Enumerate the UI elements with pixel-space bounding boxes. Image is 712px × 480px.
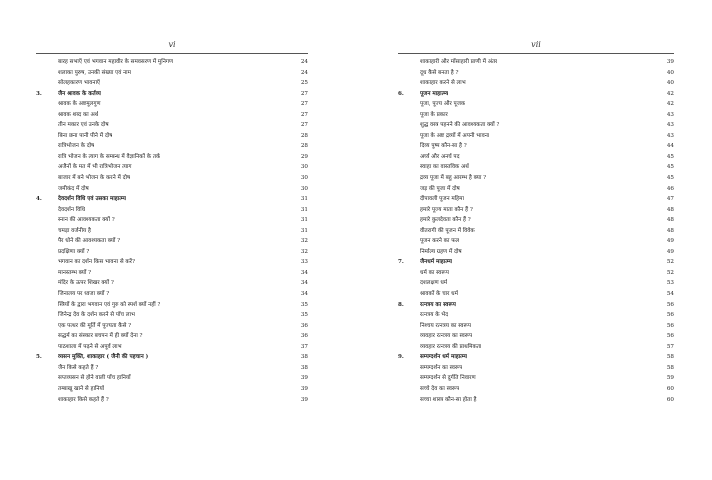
- entry-page-number: 31: [300, 227, 308, 234]
- toc-entry-row: [398, 342, 674, 353]
- toc-entry-row: [36, 99, 308, 110]
- entry-title: अर्घ्य और अनर्घ पद: [420, 153, 460, 160]
- entry-title: बिना छना पानी पीने में दोष: [58, 132, 113, 139]
- entry-title: सच्चा शास्त्र कौन-सा होता है: [420, 396, 477, 403]
- toc-entry-row: [398, 78, 674, 89]
- entry-page-number: 27: [300, 90, 308, 97]
- toc-chapter-row: [36, 352, 308, 363]
- entry-title: पाठशाला में पढ़ने से अपूर्व लाभ: [58, 343, 122, 350]
- entry-title: दशलक्षण धर्म: [420, 280, 448, 287]
- entry-title: व्यसन मुक्ति, शाकाहार ( जैनी की पहचान ): [58, 354, 149, 361]
- entry-page-number: 43: [666, 132, 674, 139]
- entry-title: पूजा के प्रकार: [420, 111, 448, 118]
- toc-entry-row: [36, 363, 308, 374]
- toc-entry-row: [398, 310, 674, 321]
- entry-title: जिनालय पर ध्वजा क्यों ?: [58, 291, 110, 298]
- toc-entry-row: [398, 215, 674, 226]
- entry-title: निश्चय रत्नत्रय का स्वरूप: [420, 322, 472, 329]
- toc-entry-row: [36, 373, 308, 384]
- toc-chapter-row: [398, 89, 674, 100]
- entry-page-number: 34: [300, 291, 308, 298]
- entry-page-number: 32: [300, 248, 308, 255]
- entry-title: जिनेन्द्र देव के दर्शन करने से पाँच लाभ: [58, 312, 135, 319]
- entry-title: शाकाहार किसे कहते हैं ?: [58, 396, 109, 403]
- toc-entry-row: [398, 110, 674, 121]
- entry-page-number: 42: [666, 101, 674, 108]
- entry-title: वीतरागी की पूजन में विवेक: [420, 227, 475, 234]
- entry-page-number: 34: [300, 269, 308, 276]
- toc-entry-row: [398, 57, 674, 68]
- left-page: [36, 0, 308, 480]
- toc-entry-row: [398, 162, 674, 173]
- entry-page-number: 34: [300, 280, 308, 287]
- entry-page-number: 59: [666, 375, 674, 382]
- entry-title: रात्रि भोजन के त्याग के सम्बन्ध में वैज्ञानिकों के तर्क: [58, 153, 161, 160]
- entry-title: शुद्ध वस्त्र पहनने की आवश्यकता क्यों ?: [420, 122, 500, 129]
- toc-entry-row: [36, 205, 308, 216]
- entry-page-number: 40: [666, 69, 674, 76]
- entry-page-number: 58: [666, 354, 674, 361]
- entry-page-number: 49: [666, 248, 674, 255]
- table-of-contents: [36, 57, 308, 405]
- entry-page-number: 53: [666, 280, 674, 287]
- entry-page-number: 24: [300, 59, 308, 65]
- entry-page-number: 27: [300, 111, 308, 118]
- toc-entry-row: [398, 194, 674, 205]
- toc-entry-row: [398, 331, 674, 342]
- chapter-number: 5.: [36, 354, 42, 361]
- toc-entry-row: [398, 120, 674, 131]
- entry-page-number: 30: [300, 164, 308, 171]
- entry-title: जैनधर्म माहात्म्य: [420, 259, 452, 266]
- chapter-number: 9.: [398, 354, 404, 361]
- entry-page-number: 58: [666, 364, 674, 371]
- toc-entry-row: [36, 247, 308, 258]
- entry-title: जड़ की पूजा में दोष: [420, 185, 460, 192]
- toc-entry-row: [36, 331, 308, 342]
- toc-entry-row: [398, 289, 674, 300]
- toc-entry-row: [36, 257, 308, 268]
- entry-title: श्रावक शब्द का अर्थ: [58, 111, 99, 118]
- toc-entry-row: [36, 395, 308, 406]
- entry-title: प्रदक्षिणा क्यों ?: [58, 248, 90, 255]
- toc-entry-row: [36, 152, 308, 163]
- entry-page-number: 40: [666, 80, 674, 87]
- toc-entry-row: [36, 131, 308, 142]
- entry-title: एक पत्थर की मूर्ति में पूज्यता कैसे ?: [58, 322, 132, 329]
- toc-entry-row: [398, 268, 674, 279]
- entry-title: देवदर्शन विधि एवं उसका माहात्म्य: [58, 196, 126, 203]
- chapter-number: 3.: [36, 90, 42, 97]
- entry-title: शलाका पुरुष, उनकी संख्या एवं नाम: [58, 69, 131, 76]
- toc-entry-row: [36, 342, 308, 353]
- toc-chapter-row: [36, 194, 308, 205]
- entry-title: श्रावकों के चार धर्म: [420, 291, 458, 298]
- entry-page-number: 48: [666, 217, 674, 224]
- entry-title: रात्रिभोजन के दोष: [58, 143, 95, 150]
- toc-entry-row: [36, 289, 308, 300]
- entry-page-number: 49: [666, 238, 674, 245]
- entry-page-number: 52: [666, 269, 674, 276]
- entry-title: बाजार में बने भोजन के करने में दोष: [58, 175, 131, 182]
- toc-entry-row: [398, 131, 674, 142]
- header-rule: [36, 53, 308, 54]
- entry-title: सद्धर्म का संस्कार बचपन में ही क्यों देना ?: [58, 333, 143, 340]
- toc-entry-row: [398, 184, 674, 195]
- entry-title: तम्बाखू खाने से हानियाँ: [58, 385, 105, 392]
- toc-entry-row: [398, 141, 674, 152]
- chapter-number: 7.: [398, 259, 404, 266]
- entry-page-number: 28: [300, 132, 308, 139]
- entry-page-number: 60: [666, 396, 674, 403]
- toc-entry-row: [398, 226, 674, 237]
- toc-entry-row: [36, 310, 308, 321]
- toc-chapter-row: [36, 89, 308, 100]
- toc-entry-row: [398, 395, 674, 406]
- entry-title: सम्यग्दर्शन का स्वरूप: [420, 364, 463, 371]
- entry-page-number: 52: [666, 259, 674, 266]
- entry-page-number: 43: [666, 111, 674, 118]
- entry-page-number: 60: [666, 385, 674, 392]
- entry-page-number: 27: [300, 101, 308, 108]
- toc-entry-row: [398, 373, 674, 384]
- entry-page-number: 24: [300, 69, 308, 76]
- entry-page-number: 45: [666, 153, 674, 160]
- toc-entry-row: [398, 384, 674, 395]
- entry-page-number: 28: [300, 143, 308, 150]
- toc-entry-row: [36, 78, 308, 89]
- chapter-number: 6.: [398, 90, 404, 97]
- entry-title: पूजन माहात्म्य: [420, 90, 449, 97]
- entry-title: सोलहकारण भावनाएँ: [58, 80, 100, 87]
- entry-title: मानस्तम्भ क्यों ?: [58, 269, 92, 276]
- entry-page-number: 39: [300, 375, 308, 382]
- entry-title: मंदिर के ऊपर शिखर क्यों ?: [58, 280, 114, 287]
- entry-title: जैन किसे कहते हैं ?: [58, 364, 99, 371]
- entry-title: दीपावली पूजन महिमा: [420, 196, 464, 203]
- entry-page-number: 32: [300, 238, 308, 245]
- table-of-contents: [398, 57, 674, 405]
- entry-page-number: 37: [300, 343, 308, 350]
- entry-page-number: 39: [300, 396, 308, 403]
- toc-entry-row: [398, 247, 674, 258]
- entry-title: हमारे पूज्य माता कौन हैं ?: [420, 206, 473, 213]
- entry-title: सप्तव्यसन से होने वाली पाँच हानियाँ: [58, 375, 131, 382]
- entry-title: निर्माल्य ग्रहण में दोष: [420, 248, 462, 255]
- toc-entry-row: [36, 184, 308, 195]
- entry-title: चमड़ा वर्जनीय है: [58, 227, 91, 234]
- entry-page-number: 45: [666, 175, 674, 182]
- entry-title: पैर धोने की आवश्यकता क्यों ?: [58, 238, 121, 245]
- entry-title: देवदर्शन विधि: [58, 206, 86, 213]
- toc-entry-row: [36, 236, 308, 247]
- entry-title: सच्चे देव का स्वरूप: [420, 385, 460, 392]
- entry-page-number: 29: [300, 153, 308, 160]
- right-page: [398, 0, 674, 480]
- entry-page-number: 48: [666, 227, 674, 234]
- toc-entry-row: [36, 141, 308, 152]
- toc-entry-row: [398, 278, 674, 289]
- toc-entry-row: [398, 236, 674, 247]
- toc-entry-row: [36, 215, 308, 226]
- toc-entry-row: [36, 110, 308, 121]
- entry-page-number: 54: [666, 291, 674, 298]
- entry-page-number: 31: [300, 206, 308, 213]
- toc-entry-row: [398, 68, 674, 79]
- entry-title: सम्यग्दर्शन धर्म माहात्म्य: [420, 354, 467, 361]
- entry-page-number: 42: [666, 90, 674, 97]
- entry-page-number: 39: [666, 59, 674, 65]
- entry-title: स्त्रियों के द्वारा भगवान एवं गुरु को स्पर्श क्यों नहीं ?: [58, 301, 161, 308]
- entry-title: धर्म का स्वरूप: [420, 269, 449, 276]
- entry-page-number: 25: [300, 80, 308, 87]
- toc-entry-row: [398, 99, 674, 110]
- header-rule: [398, 53, 674, 54]
- toc-entry-row: [398, 363, 674, 374]
- toc-entry-row: [36, 278, 308, 289]
- entry-title: शाकाहारी और माँसाहारी प्राणी में अंतर: [420, 59, 498, 65]
- entry-title: व्यवहार रत्नत्रय की प्राथमिकता: [420, 343, 482, 350]
- entry-page-number: 43: [666, 122, 674, 129]
- entry-page-number: 36: [300, 322, 308, 329]
- entry-title: स्नान की आवश्यकता क्यों ?: [58, 217, 115, 224]
- entry-page-number: 35: [300, 301, 308, 308]
- entry-title: पूजा, पूज्य और पूजक: [420, 101, 466, 108]
- entry-title: जमीकंद में दोष: [58, 185, 89, 192]
- entry-page-number: 56: [666, 322, 674, 329]
- toc-entry-row: [36, 173, 308, 184]
- page-number-header: vi: [168, 40, 176, 49]
- chapter-number: 8.: [398, 301, 404, 308]
- entry-title: पूजन करने का फल: [420, 238, 460, 245]
- entry-title: शाकाहार करने से लाभ: [420, 80, 466, 87]
- entry-page-number: 30: [300, 175, 308, 182]
- entry-page-number: 36: [300, 333, 308, 340]
- toc-entry-row: [36, 268, 308, 279]
- entry-page-number: 48: [666, 206, 674, 213]
- entry-page-number: 31: [300, 196, 308, 203]
- entry-title: दिव्य पुष्प कौन-सा है ?: [420, 143, 467, 150]
- toc-entry-row: [36, 300, 308, 311]
- entry-page-number: 31: [300, 217, 308, 224]
- entry-title: सम्यग्दर्शन से दुर्गति निवारण: [420, 375, 476, 382]
- entry-title: बारह सभाएँ एवं भगवान महावीर के समवसरण में मुनिगण: [58, 59, 174, 65]
- entry-page-number: 57: [666, 343, 674, 350]
- entry-title: अजैनों के मत में भी रात्रिभोजन त्याग: [58, 164, 132, 171]
- entry-title: स्वाहा का वास्तविक अर्थ: [420, 164, 469, 171]
- entry-title: दूध कैसे बनता है ?: [420, 69, 459, 76]
- toc-entry-row: [398, 205, 674, 216]
- entry-page-number: 38: [300, 354, 308, 361]
- toc-chapter-row: [398, 300, 674, 311]
- toc-chapter-row: [398, 257, 674, 268]
- entry-page-number: 33: [300, 259, 308, 266]
- toc-entry-row: [36, 120, 308, 131]
- chapter-number: 4.: [36, 196, 42, 203]
- entry-title: तीन मकार एवं उनके दोष: [58, 122, 109, 129]
- entry-title: भगवान का दर्शन किस भावना से करें?: [58, 259, 135, 266]
- page-number-header: vii: [531, 40, 541, 49]
- toc-entry-row: [398, 152, 674, 163]
- toc-entry-row: [36, 57, 308, 68]
- toc-entry-row: [398, 321, 674, 332]
- entry-page-number: 56: [666, 301, 674, 308]
- entry-page-number: 44: [666, 143, 674, 150]
- toc-entry-row: [36, 226, 308, 237]
- entry-page-number: 56: [666, 312, 674, 319]
- entry-page-number: 35: [300, 312, 308, 319]
- toc-entry-row: [36, 162, 308, 173]
- toc-entry-row: [36, 68, 308, 79]
- entry-page-number: 39: [300, 385, 308, 392]
- entry-title: व्यवहार रत्नत्रय का स्वरूप: [420, 333, 473, 340]
- toc-entry-row: [398, 173, 674, 184]
- entry-title: द्रव्य पूजा में बहु आरम्भ है क्या ?: [420, 175, 487, 182]
- entry-page-number: 30: [300, 185, 308, 192]
- entry-page-number: 45: [666, 164, 674, 171]
- toc-entry-row: [36, 321, 308, 332]
- entry-title: पूजा के अष्ट द्रव्यों में अपनी भावना: [420, 132, 490, 139]
- entry-title: हमारे कुलदेवता कौन हैं ?: [420, 217, 471, 224]
- entry-page-number: 27: [300, 122, 308, 129]
- entry-title: रत्नत्रय के भेद: [420, 312, 449, 319]
- entry-title: श्रावक के अष्टमूलगुण: [58, 101, 101, 108]
- entry-title: जैन श्रावक के कर्तव्य: [58, 90, 101, 97]
- entry-page-number: 56: [666, 333, 674, 340]
- toc-chapter-row: [398, 352, 674, 363]
- toc-entry-row: [36, 384, 308, 395]
- entry-page-number: 46: [666, 185, 674, 192]
- entry-page-number: 47: [666, 196, 674, 203]
- entry-title: रत्नत्रय का स्वरूप: [420, 301, 456, 308]
- entry-page-number: 38: [300, 364, 308, 371]
